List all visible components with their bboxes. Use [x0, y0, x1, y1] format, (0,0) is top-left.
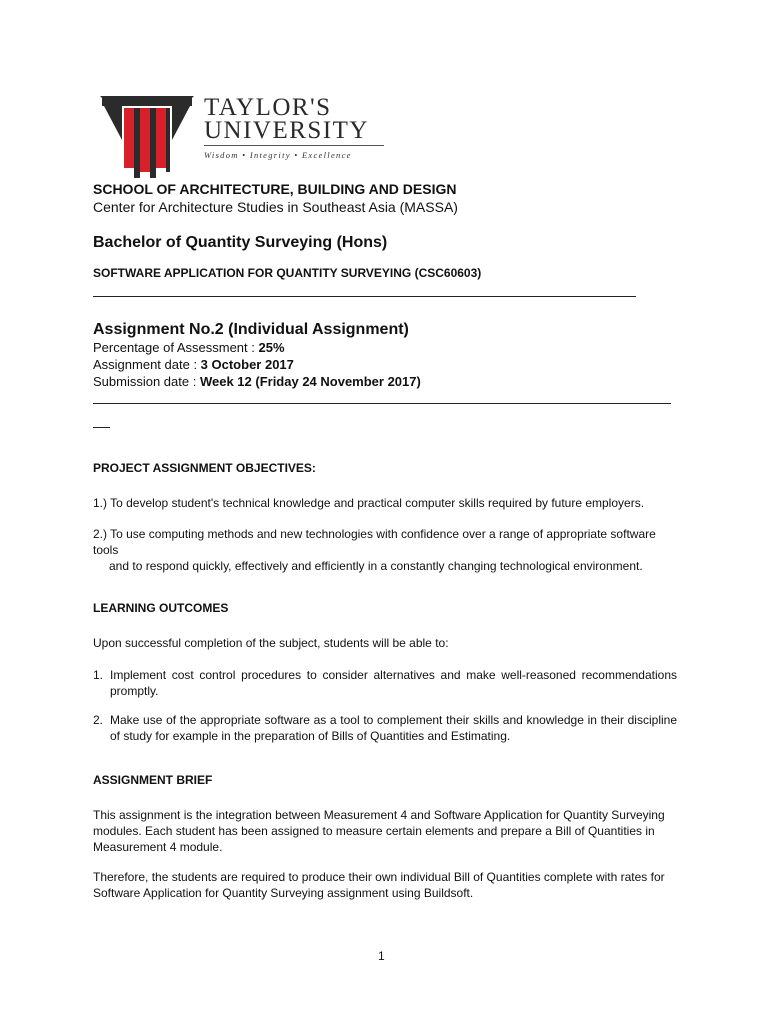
list-item-text: Make use of the appropriate software as a tool to complement their skills and knowledge in their discipline of study for example in the preparation of Bills of Quantities and Estimating. [110, 713, 677, 743]
assessment-percentage-value: 25% [258, 340, 285, 355]
logo-tagline: Wisdom • Integrity • Excellence [204, 150, 352, 160]
objective-item-2-line2: and to respond quickly, effectively and efficiently in a constantly changing technological environment. [109, 559, 643, 573]
list-item [93, 712, 677, 744]
assignment-date [93, 357, 294, 372]
objective-item-2 [93, 526, 677, 574]
submission-date-value: Week 12 (Friday 24 November 2017) [199, 374, 421, 389]
list-item-number: 1. [93, 668, 104, 682]
logo-divider [204, 145, 384, 146]
logo-wordmark-line1: TAYLOR'S [204, 94, 332, 121]
center-name: Center for Architecture Studies in Southeast Asia (MASSA) [93, 199, 458, 215]
assessment-percentage [93, 340, 285, 355]
divider-line [93, 296, 636, 297]
list-item-number: 2. [93, 713, 104, 727]
divider-line-short [93, 427, 110, 428]
objectives-heading: PROJECT ASSIGNMENT OBJECTIVES: [93, 461, 316, 475]
assignment-title: Assignment No.2 (Individual Assignment) [93, 321, 409, 338]
learning-outcomes-heading: LEARNING OUTCOMES [93, 601, 229, 615]
submission-date [93, 374, 421, 389]
assignment-brief-paragraph-2: Therefore, the students are required to produce their own individual Bill of Quantities complete with rates for Software Application for Quantity Surveying assignment using Buildsoft. [93, 870, 665, 900]
assignment-brief-heading: ASSIGNMENT BRIEF [93, 773, 213, 787]
course-title: SOFTWARE APPLICATION FOR QUANTITY SURVEYING (CSC60603) [93, 266, 482, 280]
divider-line [93, 403, 671, 404]
degree-title: Bachelor of Quantity Surveying (Hons) [93, 234, 388, 251]
logo-wordmark-line2: UNIVERSITY [204, 117, 369, 144]
school-name: SCHOOL OF ARCHITECTURE, BUILDING AND DESIGN [93, 181, 457, 197]
objective-item-2-line1: 2.) To use computing methods and new technologies with confidence over a range of appropriate software tools [93, 527, 656, 557]
submission-date-label: Submission date : [93, 374, 200, 389]
assignment-date-value: 3 October 2017 [200, 357, 294, 372]
assessment-percentage-label: Percentage of Assessment : [93, 340, 259, 355]
objective-item-1: 1.) To develop student's technical knowledge and practical computer skills required by future employers. [93, 496, 645, 510]
page-number: 1 [378, 949, 385, 963]
learning-outcomes-intro: Upon successful completion of the subject, students will be able to: [93, 636, 449, 650]
assignment-date-label: Assignment date : [93, 357, 201, 372]
list-item-text: Implement cost control procedures to consider alternatives and make well-reasoned recommendations promptly. [110, 668, 677, 698]
list-item [93, 667, 677, 699]
assignment-brief-paragraph-1: This assignment is the integration between Measurement 4 and Software Application for Quantity Surveying modules. Each student has been assigned to measure certain elements and prepare a Bill of Quantities in Measurement 4 module. [93, 808, 665, 854]
